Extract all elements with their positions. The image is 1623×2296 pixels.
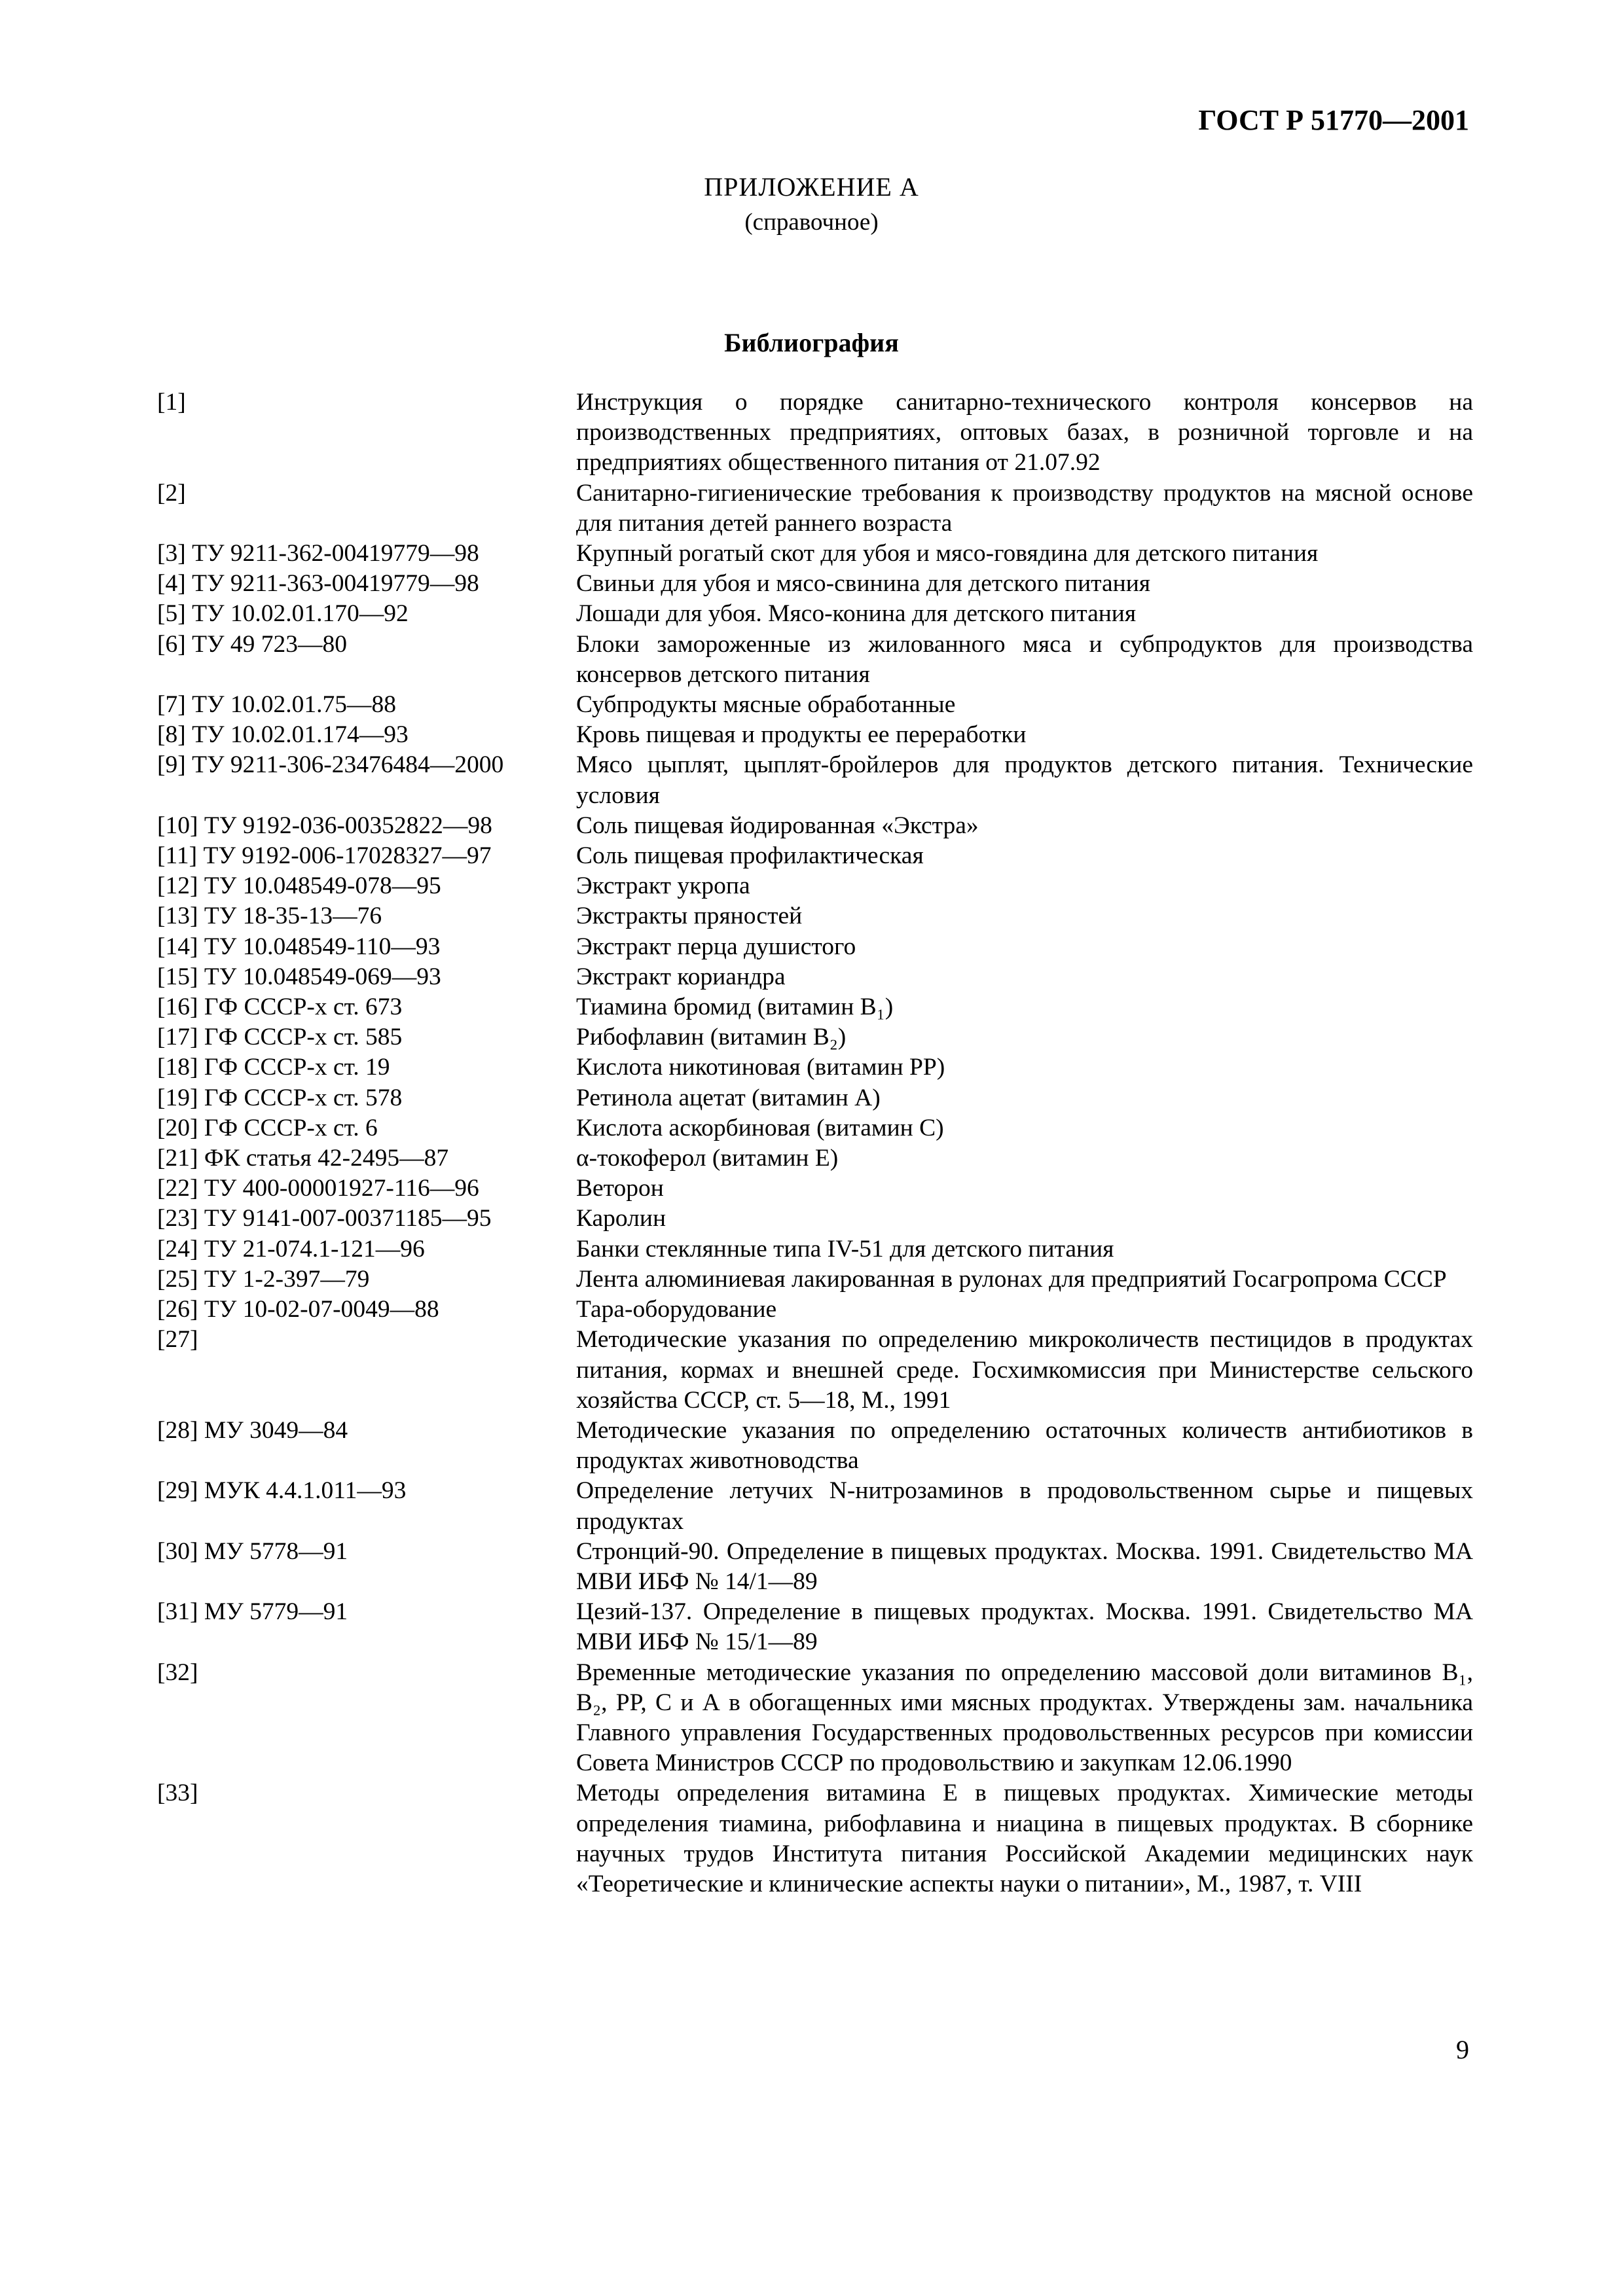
entry-description: Мясо цыплят, цыплят-бройлеров для продуктов детского питания. Технические условия [576,751,1473,809]
entry-reference: [29] МУК 4.4.1.011—93 [157,1477,407,1505]
entry-reference: [25] ТУ 1-2-397—79 [157,1265,370,1293]
entry-description: Инструкция о порядке санитарно-технического контроля консервов на производственных предприятиях, оптовых базах, в розничной торговле и на предприятиях общественного питания от 21.07.92 [576,389,1473,476]
entry-reference: [19] ГФ СССР-х ст. 578 [157,1084,403,1111]
bibliography-entry [157,1325,1473,1416]
entry-description: Методы определения витамина Е в пищевых продуктах. Химические методы определения тиамина, рибофлавина и ниацина в пищевых продуктах. В сборнике научных трудов Института питания Российской Академии медицинских наук «Теоретические и клинические аспекты науки о питании», М., 1987, т. VIII [576,1780,1473,1897]
bibliography-entry [157,1083,1473,1113]
entry-description: Свиньи для убоя и мясо-свинина для детского питания [576,570,1151,598]
bibliography-entry [157,1597,1473,1657]
entry-description: Тиамина бромид (витамин B₁) [576,994,894,1021]
entry-reference: [18] ГФ СССР-х ст. 19 [157,1054,390,1081]
bibliography-entry [157,478,1473,539]
entry-description: Экстракты пряностей [576,903,803,930]
entry-reference: [24] ТУ 21-074.1-121—96 [157,1235,425,1263]
entry-reference: [28] МУ 3049—84 [157,1416,348,1444]
document-code: ГОСТ Р 51770—2001 [1198,104,1469,136]
bibliography-entry [157,1476,1473,1536]
bibliography-entry [157,720,1473,750]
entry-reference: [9] ТУ 9211-306-23476484—2000 [157,751,504,779]
entry-reference: [23] ТУ 9141-007-00371185—95 [157,1205,492,1232]
bibliography-entry [157,1204,1473,1234]
entry-description: Методические указания по определению остаточных количеств антибиотиков в продуктах животноводства [576,1416,1473,1475]
entry-reference: [7] ТУ 10.02.01.75—88 [157,691,397,719]
entry-description: α-токоферол (витамин Е) [576,1145,839,1172]
entry-reference: [15] ТУ 10.048549-069—93 [157,963,441,990]
entry-reference: [4] ТУ 9211-363-00419779—98 [157,570,479,598]
entry-reference: [14] ТУ 10.048549-110—93 [157,933,441,960]
entry-description: Тара-оборудование [576,1296,777,1323]
entry-description: Определение летучих N-нитрозаминов в продовольственном сырье и пищевых продуктах [576,1477,1473,1535]
annex-subtitle: (справочное) [744,209,879,236]
entry-reference: [33] [157,1780,198,1807]
entry-description: Экстракт укропа [576,872,750,900]
bibliography-title: Библиография [724,328,899,357]
entry-description: Рибофлавин (витамин B₂) [576,1024,847,1051]
entry-description: Банки стеклянные типа IV-51 для детского питания [576,1235,1114,1263]
bibliography-list [157,387,1473,1899]
entry-description: Экстракт перца душистого [576,933,856,960]
bibliography-entry [157,1052,1473,1083]
bibliography-entry [157,1537,1473,1597]
bibliography-entry [157,871,1473,901]
entry-reference: [21] ФК статья 42-2495—87 [157,1145,449,1172]
entry-reference: [17] ГФ СССР-х ст. 585 [157,1024,403,1051]
bibliography-entry [157,841,1473,871]
bibliography-entry [157,387,1473,478]
entry-description: Лошади для убоя. Мясо-конина для детского питания [576,600,1137,628]
bibliography-entry [157,1113,1473,1143]
entry-description: Крупный рогатый скот для убоя и мясо-говядина для детского питания [576,540,1319,567]
entry-reference: [30] МУ 5778—91 [157,1537,348,1565]
entry-reference: [22] ТУ 400-00001927-116—96 [157,1175,479,1202]
entry-description: Цезий-137. Определение в пищевых продуктах. Москва. 1991. Свидетельство МА МВИ ИБФ № 15/1—89 [576,1598,1473,1656]
entry-reference: [27] [157,1326,198,1354]
entry-reference: [2] [157,479,186,507]
entry-reference: [3] ТУ 9211-362-00419779—98 [157,540,479,567]
bibliography-entry [157,690,1473,720]
bibliography-entry [157,962,1473,992]
bibliography-entry [157,1143,1473,1174]
entry-description: Стронций-90. Определение в пищевых продуктах. Москва. 1991. Свидетельство МА МВИ ИБФ № 14/1—89 [576,1537,1473,1595]
entry-reference: [32] [157,1659,198,1686]
bibliography-entry [157,992,1473,1022]
bibliography-entry [157,1022,1473,1052]
entry-reference: [8] ТУ 10.02.01.174—93 [157,721,409,749]
entry-reference: [1] [157,389,186,416]
entry-reference: [13] ТУ 18-35-13—76 [157,903,382,930]
entry-reference: [26] ТУ 10-02-07-0049—88 [157,1296,439,1323]
entry-reference: [10] ТУ 9192-036-00352822—98 [157,812,492,839]
bibliography-entry [157,539,1473,569]
bibliography-entry [157,630,1473,690]
entry-description: Соль пищевая йодированная «Экстра» [576,812,979,839]
entry-reference: [5] ТУ 10.02.01.170—92 [157,600,409,628]
annex-title: ПРИЛОЖЕНИЕ А [704,172,919,202]
entry-reference: [6] ТУ 49 723—80 [157,630,348,658]
bibliography-entry [157,599,1473,629]
entry-reference: [16] ГФ СССР-х ст. 673 [157,994,403,1021]
bibliography-entry [157,1174,1473,1204]
entry-description: Ретинола ацетат (витамин А) [576,1084,881,1111]
entry-reference: [31] МУ 5779—91 [157,1598,348,1626]
entry-description: Блоки замороженные из жилованного мяса и субпродуктов для производства консервов детского питания [576,630,1473,688]
bibliography-entry [157,569,1473,599]
bibliography-entry [157,932,1473,962]
entry-description: Субпродукты мясные обработанные [576,691,956,719]
bibliography-entry [157,1658,1473,1779]
bibliography-entry [157,1778,1473,1899]
entry-description: Соль пищевая профилактическая [576,842,924,870]
entry-description: Временные методические указания по определению массовой доли витаминов B₁, B₂, PP, С и А в обогащенных ими мясных продуктах. Утверждены зам. начальника Главного управления Государственных продовольственных ресурсов при комиссии Совета Министров СССР по продовольствию и закупкам 12.06.1990 [576,1659,1473,1777]
bibliography-entry [157,1295,1473,1325]
bibliography-entry [157,750,1473,810]
bibliography-entry [157,901,1473,931]
bibliography-entry [157,811,1473,841]
entry-description: Методические указания по определению микроколичеств пестицидов в продуктах питания, кормах и внешней среде. Госхимкомиссия при Министерстве сельского хозяйства СССР, ст. 5—18, М., 1991 [576,1326,1473,1414]
entry-description: Веторон [576,1175,664,1202]
bibliography-entry [157,1416,1473,1476]
entry-description: Кровь пищевая и продукты ее переработки [576,721,1027,749]
entry-reference: [12] ТУ 10.048549-078—95 [157,872,441,900]
entry-description: Санитарно-гигиенические требования к производству продуктов на мясной основе для питания детей раннего возраста [576,479,1473,537]
entry-reference: [20] ГФ СССР-х ст. 6 [157,1114,378,1141]
entry-description: Кислота аскорбиновая (витамин С) [576,1114,944,1141]
entry-description: Лента алюминиевая лакированная в рулонах для предприятий Госагропрома СССР [576,1265,1447,1293]
entry-reference: [11] ТУ 9192-006-17028327—97 [157,842,492,870]
page-number: 9 [1456,2035,1469,2064]
bibliography-entry [157,1234,1473,1265]
entry-description: Экстракт кориандра [576,963,786,990]
entry-description: Кислота никотиновая (витамин PP) [576,1054,945,1081]
entry-description: Каролин [576,1205,666,1232]
bibliography-entry [157,1265,1473,1295]
